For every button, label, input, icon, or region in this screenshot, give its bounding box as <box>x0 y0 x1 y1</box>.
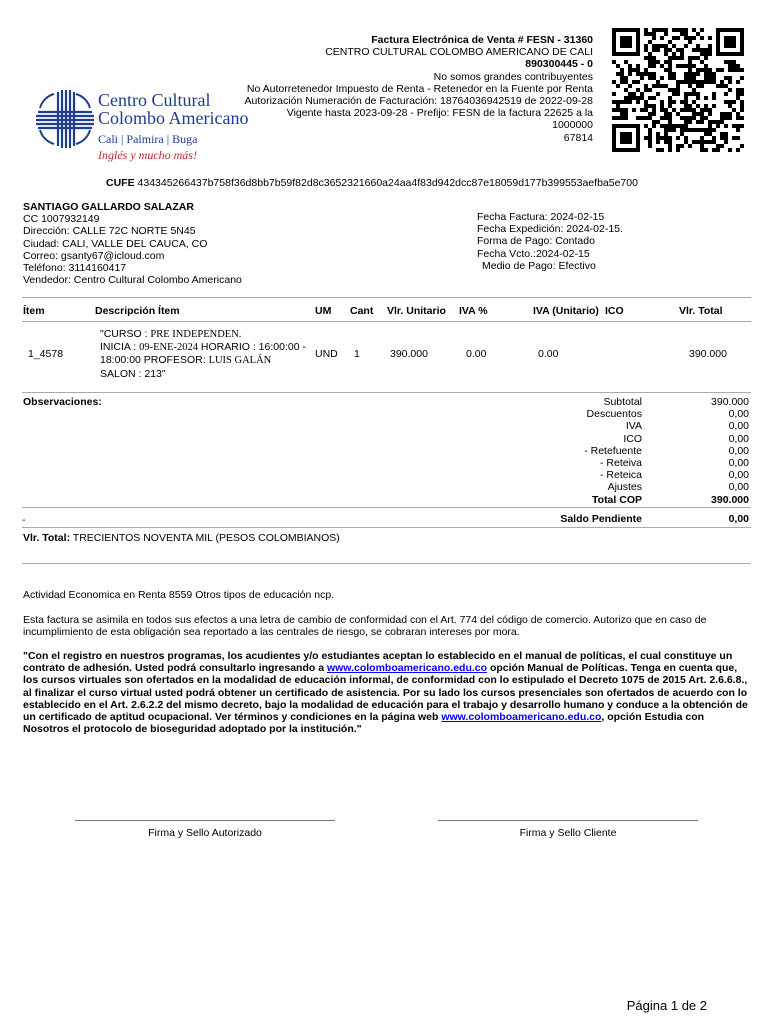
row-total: 390.000 <box>689 348 727 360</box>
tax-status-line: No somos grandes contribuyentes <box>433 70 593 83</box>
col-header-iva-pct: IVA % <box>459 305 488 317</box>
cross-logo-icon <box>36 90 94 148</box>
balance-dash: - <box>22 514 26 526</box>
seller: Vendedor: Centro Cultural Colombo Americano <box>23 274 242 287</box>
totals-label: - Retefuente <box>584 444 642 457</box>
totals-value: 390.000 <box>711 396 749 408</box>
customer-address: Dirección: CALLE 72C NORTE 5N45 <box>23 225 196 238</box>
totals-value: 0,00 <box>728 481 749 494</box>
reference-number: 67814 <box>563 131 593 144</box>
col-header-total: Vlr. Total <box>679 305 723 317</box>
customer-city: Ciudad: CALI, VALLE DEL CAUCA, CO <box>23 237 208 250</box>
logo-cities: Cali | Palmira | Buga <box>98 132 198 146</box>
customer-name: SANTIAGO GALLARDO SALAZAR <box>23 201 194 213</box>
totals-label: - Reteica <box>599 469 642 482</box>
col-header-ico: ICO <box>605 305 624 317</box>
range-end-line: 1000000 <box>552 119 593 132</box>
divider <box>22 507 751 508</box>
cufe-label: CUFE <box>106 177 135 189</box>
row-iva-pct: 0.00 <box>466 348 487 360</box>
total-words-value: TRECIENTOS NOVENTA MIL (PESOS COLOMBIANOS) <box>70 532 340 544</box>
due-date: Fecha Vcto.:2024-02-15 <box>477 247 590 260</box>
desc-part: "CURSO : <box>100 328 151 340</box>
totals-value: 0,00 <box>728 444 749 457</box>
policy-notice <box>23 650 751 735</box>
desc-start: 09-ENE-2024 <box>139 342 198 354</box>
website-link[interactable]: www.colomboamericano.edu.co <box>326 662 488 675</box>
desc-part: INICIA : <box>100 341 140 354</box>
row-iva-unit: 0.00 <box>538 348 559 360</box>
row-um: UND <box>315 348 338 360</box>
economic-activity: Actividad Economica en Renta 8559 Otros tipos de educación ncp. <box>23 589 335 601</box>
totals-label: Total COP <box>592 493 642 506</box>
totals-label: Subtotal <box>603 396 642 408</box>
desc-room: SALON : 213" <box>100 367 166 380</box>
company-logo <box>36 88 256 168</box>
issue-date: Fecha Expedición: 2024-02-15. <box>477 223 623 236</box>
cufe-value: 434345266437b758f36d8bb7b59f82d8c3652321660a24aa4f83d942dcc87e18059d177b399553aefba5e700 <box>137 177 638 189</box>
policy-text: opción Manual de Políticas. Tenga en cuenta que, los cursos virtuales son ofertados en la modalidad de educación informal, de conformidad con lo estipulado el Decreto 1075 de 2015 Art. 2.6.6.8., al finalizar el curso virtual usted podrá obtener un certificado de asistencia. Por su lado los cursos presenciales son ofertados de acuerdo con lo establecido en el Art. 2.6.2.2 del mismo decreto, bajo la modalidad de educación para el trabajo y desarrollo humano y conduce a la obtención de un certificado de aptitud ocupacional. Ver términos y condiciones en la página web <box>23 662 748 724</box>
totals-label: ICO <box>623 432 642 445</box>
website-link[interactable]: www.colomboamericano.edu.co <box>441 711 602 724</box>
logo-line-1: Centro Cultural <box>98 90 211 110</box>
totals-label: Ajustes <box>607 481 642 494</box>
legal-notice: Esta factura se asimila en todos sus efectos a una letra de cambio de conformidad con el Art. 774 del código de comercio. Autorizo que en caso de incumplimiento de esta obligación sea reportado a las centrales de riesgo, se cobraran intereses por mora. <box>23 614 707 639</box>
payment-form: Forma de Pago: Contado <box>477 235 595 248</box>
policy-text: , opción Estudia con Nosotros el protocolo de bioseguridad adoptado por la institución." <box>23 711 705 736</box>
divider <box>22 321 751 322</box>
signature-line-left <box>75 820 335 821</box>
logo-slogan: Inglés y mucho más! <box>98 148 197 162</box>
totals-value: 0,00 <box>728 469 749 482</box>
totals-value: 0,00 <box>728 432 749 445</box>
customer-info <box>23 201 242 286</box>
row-unit-value: 390.000 <box>390 348 428 360</box>
divider <box>22 297 751 298</box>
customer-email: Correo: gsanty67@icloud.com <box>23 249 165 262</box>
totals-value: 0,00 <box>728 408 749 421</box>
desc-part: 18:00:00 PROFESOR: <box>100 354 209 367</box>
balance-value: 0,00 <box>728 513 749 525</box>
signature-authorized: Firma y Sello Autorizado <box>148 827 262 839</box>
col-header-desc: Descripción Ítem <box>95 305 180 317</box>
company-name: CENTRO CULTURAL COLOMBO AMERICANO DE CALI <box>325 46 593 59</box>
invoice-dates <box>477 211 623 272</box>
signature-client: Firma y Sello Cliente <box>519 827 617 839</box>
customer-id: CC 1007932149 <box>23 213 100 226</box>
total-words-label: Vlr. Total: <box>23 532 71 544</box>
total-in-words <box>23 532 340 544</box>
company-nit: 890300445 - 0 <box>525 58 593 71</box>
col-header-iva-unit: IVA (Unitario) <box>533 305 599 317</box>
totals-value: 0,00 <box>728 457 749 469</box>
totals-label: - Reteiva <box>599 457 642 469</box>
row-item: 1_4578 <box>28 348 64 360</box>
desc-course: PRE INDEPENDEN. <box>150 329 242 340</box>
divider <box>22 527 751 528</box>
invoice-title: Factura Electrónica de Venta # FESN - 31360 <box>371 34 593 46</box>
desc-teacher: LUIS GALÁN <box>208 355 272 367</box>
totals-value: 390.000 <box>711 493 749 506</box>
col-header-um: UM <box>315 305 332 317</box>
col-header-item: Ítem <box>23 305 45 317</box>
signature-line-right <box>438 820 698 821</box>
totals-label: Descuentos <box>586 408 642 421</box>
divider <box>22 563 751 564</box>
observations-label: Observaciones: <box>23 396 102 408</box>
authorization-line: Autorización Numeración de Facturación: 18764036942519 de 2022-09-28 <box>244 95 593 108</box>
customer-phone: Teléfono: 3114160417 <box>23 262 127 275</box>
row-cant: 1 <box>354 348 360 360</box>
totals-label: IVA <box>625 420 642 433</box>
balance-label: Saldo Pendiente <box>560 513 642 525</box>
qr-code-icon <box>612 28 744 152</box>
totals-value: 0,00 <box>728 420 749 433</box>
col-header-unit: Vlr. Unitario <box>387 305 446 317</box>
divider <box>22 392 751 393</box>
invoice-header <box>233 34 593 144</box>
policy-text: "Con el registro en nuestros programas, los acudientes y/o estudiantes aceptan lo establecido en el manual de políticas, el cual constituye un contrato de adhesión. Usted podrá consultarlo ingresando a <box>23 650 733 675</box>
row-description <box>100 328 306 380</box>
page-number: Página 1 de 2 <box>626 998 707 1013</box>
withholding-line: No Autorretenedor Impuesto de Renta - Retenedor en la Fuente por Renta <box>246 82 593 95</box>
payment-method: Medio de Pago: Efectivo <box>482 259 596 272</box>
logo-line-2: Colombo Americano <box>98 108 249 128</box>
invoice-date: Fecha Factura: 2024-02-15 <box>477 211 605 223</box>
col-header-cant: Cant <box>350 305 374 317</box>
cufe-line <box>106 177 638 189</box>
validity-line: Vigente hasta 2023-09-28 - Prefijo: FESN de la factura 22625 a la <box>286 107 593 120</box>
desc-part: HORARIO : 16:00:00 - <box>198 341 306 354</box>
